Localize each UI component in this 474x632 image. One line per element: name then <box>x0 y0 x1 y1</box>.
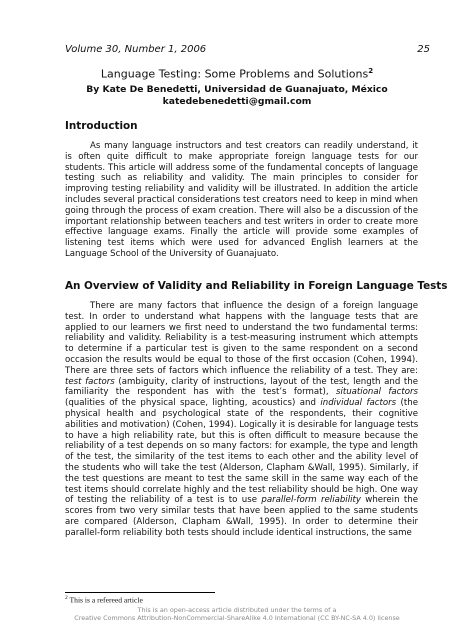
text-line: effective language exams. Finally the article will provide some examples of <box>65 227 418 238</box>
text-line: going through the process of exam creation. There will also be a discussion of the <box>65 205 418 216</box>
footnote-rule <box>65 592 215 593</box>
text-line: includes several practical considerations test creators need to keep in mind when <box>65 194 418 205</box>
text-line: occasion the results would be equal to those of the first occasion (Cohen, 1994). <box>65 354 418 365</box>
text-line: Language School of the University of Guanajuato. <box>65 248 279 259</box>
text-line: students. This article will address some of the fundamental concepts of language <box>65 162 418 173</box>
author-email: katedebenedetti@gmail.com <box>162 96 312 107</box>
text-line: listening test items which were used for advanced English learners at the <box>65 238 418 249</box>
text-line: is often quite difficult to make appropriate foreign language tests for our <box>65 151 418 162</box>
license-line-2: Creative Commons Attribution-NonCommercial-ShareAlike 4.0 International (CC BY-NC-SA 4.0) license <box>74 614 400 622</box>
text-line: the test questions are meant to test the same skill in the same way each of the <box>65 473 418 484</box>
italic-term: test factors <box>65 376 115 387</box>
running-header <box>65 44 430 58</box>
text-line: applied to our learners we first need to understand the two fundamental terms: <box>65 322 418 333</box>
author-block <box>0 84 474 108</box>
text-line: familiarity the respondent has with the test’s format), situational factors <box>65 387 419 398</box>
text-line: test factors (ambiguity, clarity of instructions, layout of the test, length and the <box>65 376 419 387</box>
footnote-text: This is a refereed article <box>69 595 143 605</box>
text-line: the students who will take the test (Alderson, Clapham &Wall, 1995). Similarly, if <box>65 462 418 473</box>
text-line: physical health and psychological state of the respondents, their cognitive <box>65 408 418 419</box>
text-line: important relationship between teachers and test writers in order to create more <box>65 216 418 227</box>
text-line: are compared (Alderson, Clapham &Wall, 1995). In order to determine their <box>65 516 418 527</box>
text-line: (qualities of the physical space, lighting, acoustics) and individual factors (the <box>65 398 419 409</box>
text-line: reliability of a test depends on so many factors: for example, the type and length <box>65 441 418 452</box>
text-line: to have a high reliability rate, but this is often difficult to measure because the <box>65 430 418 441</box>
introduction-paragraph <box>65 141 418 260</box>
article-title-text: Language Testing: Some Problems and Solutions <box>100 67 369 81</box>
text-line: reliability and validity. Reliability is a test-measuring instrument which attempts <box>65 333 418 344</box>
journal-volume: Volume 30, Number 1, 2006 <box>65 44 207 55</box>
text-line: abilities and motivation) (Cohen, 1994). Logically it is desirable for language tests <box>65 419 419 430</box>
section-heading-overview: An Overview of Validity and Reliability in Foreign Language Tests <box>65 280 448 292</box>
text-line: testing such as reliability and validity. The main principles to consider for <box>65 173 418 184</box>
author-affiliation: By Kate De Benedetti, Universidad de Guanajuato, México <box>86 84 388 95</box>
text-line: test items should correlate highly and the test reliability should be high. One way <box>65 484 418 495</box>
text-line: improving testing reliability and validity will be illustrated. In addition the article <box>65 184 418 195</box>
page-number: 25 <box>417 44 430 55</box>
footnote-mark: 2 <box>65 595 68 601</box>
text-line: There are many factors that influence the design of a foreign language <box>90 301 418 311</box>
text-line: of testing the reliability of a test is to use parallel-form reliability wherein the <box>65 495 418 506</box>
italic-term: parallel-form reliability <box>261 495 361 506</box>
text-line: of the test, the similarity of the test items to each other and the ability level of <box>65 452 418 463</box>
text-line: There are three sets of factors which influence the reliability of a test. They are: <box>65 365 418 376</box>
text-line: As many language instructors and test creators can readily understand, it <box>90 141 418 151</box>
text-line: parallel-form reliability both tests should include identical instructions, the same <box>65 527 412 538</box>
license-line-1: This is an open-access article distributed under the terms of a <box>137 606 337 614</box>
section-heading-introduction: Introduction <box>65 120 138 132</box>
text-line: to determine if a particular test is given to the same respondent on a second <box>65 344 418 355</box>
italic-term: situational factors <box>335 387 419 398</box>
footnote <box>65 595 143 605</box>
article-title <box>0 67 474 81</box>
italic-term: individual factors <box>320 398 397 409</box>
text-line: scores from two very similar tests that have been applied to the same students <box>65 506 418 517</box>
title-footnote-mark: 2 <box>368 67 374 75</box>
license-notice <box>0 606 474 622</box>
overview-paragraph <box>65 301 418 539</box>
text-line: test. In order to understand what happens with the language tests that are <box>65 311 418 322</box>
